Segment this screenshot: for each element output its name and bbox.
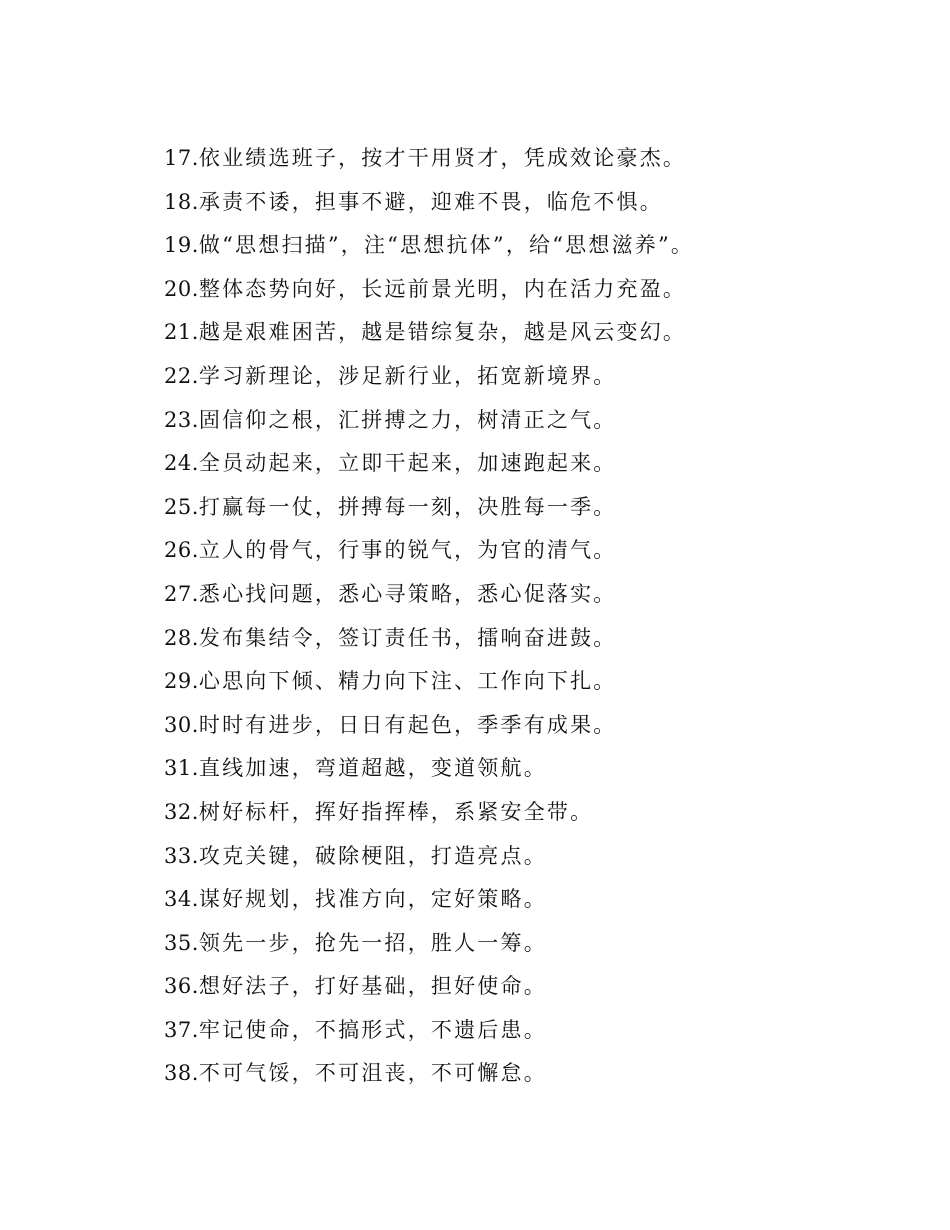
list-item [164,181,924,225]
list-item [164,486,924,530]
item-number: 24. [164,451,199,476]
item-number: 21. [164,320,199,345]
list-item [164,355,924,399]
list-item [164,878,924,922]
list-item [164,617,924,661]
item-text: 直线加速，弯道超越，变道领航。 [198,756,547,781]
item-number: 30. [164,712,199,737]
item-text: 做“思想扫描”，注“思想抗体”，给“思想滋养”。 [198,233,695,258]
item-number: 27. [164,581,199,606]
item-number: 34. [164,887,199,912]
item-number: 35. [164,930,199,955]
list-item [164,747,924,791]
item-number: 25. [164,494,199,519]
list-item [164,529,924,573]
item-number: 19. [164,233,199,258]
item-text: 承责不诿，担事不避，迎难不畏，临危不惧。 [198,189,663,214]
list-item [164,1009,924,1053]
list-item [164,791,924,835]
list-item [164,311,924,355]
list-item [164,704,924,748]
item-text: 牢记使命，不搞形式，不遗后患。 [198,1017,547,1042]
item-number: 20. [164,276,199,301]
item-text: 立人的骨气，行事的锐气，为官的清气。 [198,538,617,563]
phrase-list [164,137,924,1096]
item-text: 整体态势向好，长远前景光明，内在活力充盈。 [198,276,687,301]
item-text: 学习新理论，涉足新行业，拓宽新境界。 [198,363,617,388]
list-item [164,573,924,617]
item-text: 全员动起来，立即干起来，加速跑起来。 [198,451,617,476]
list-item [164,965,924,1009]
item-number: 28. [164,625,199,650]
item-text: 时时有进步，日日有起色，季季有成果。 [198,712,617,737]
item-number: 31. [164,756,199,781]
item-text: 不可气馁，不可沮丧，不可懈怠。 [198,1061,547,1086]
item-number: 38. [164,1061,199,1086]
list-item [164,922,924,966]
item-number: 22. [164,363,199,388]
list-item [164,442,924,486]
list-item [164,835,924,879]
item-text: 固信仰之根，汇拼搏之力，树清正之气。 [198,407,617,432]
list-item [164,399,924,443]
item-text: 领先一步，抢先一招，胜人一筹。 [198,930,547,955]
item-text: 越是艰难困苦，越是错综复杂，越是风云变幻。 [198,320,687,345]
item-text: 树好标杆，挥好指挥棒，系紧安全带。 [198,799,594,824]
item-number: 36. [164,974,199,999]
item-text: 谋好规划，找准方向，定好策略。 [198,887,547,912]
item-number: 26. [164,538,199,563]
item-text: 悉心找问题，悉心寻策略，悉心促落实。 [198,581,617,606]
item-number: 29. [164,669,199,694]
list-item [164,660,924,704]
item-text: 心思向下倾、精力向下注、工作向下扎。 [198,669,617,694]
list-item [164,137,924,181]
item-number: 33. [164,843,199,868]
item-number: 17. [164,146,199,170]
item-number: 32. [164,799,199,824]
item-text: 攻克关键，破除梗阻，打造亮点。 [198,843,547,868]
list-item [164,268,924,312]
item-number: 23. [164,407,199,432]
list-item [164,1052,924,1096]
item-text: 想好法子，打好基础，担好使命。 [198,974,547,999]
list-item [164,224,924,268]
item-text: 打赢每一仗，拼搏每一刻，决胜每一季。 [198,494,617,519]
item-text: 依业绩选班子，按才干用贤才，凭成效论豪杰。 [198,146,687,170]
item-number: 37. [164,1017,199,1042]
item-number: 18. [164,189,199,214]
item-text: 发布集结令，签订责任书，擂响奋进鼓。 [198,625,617,650]
